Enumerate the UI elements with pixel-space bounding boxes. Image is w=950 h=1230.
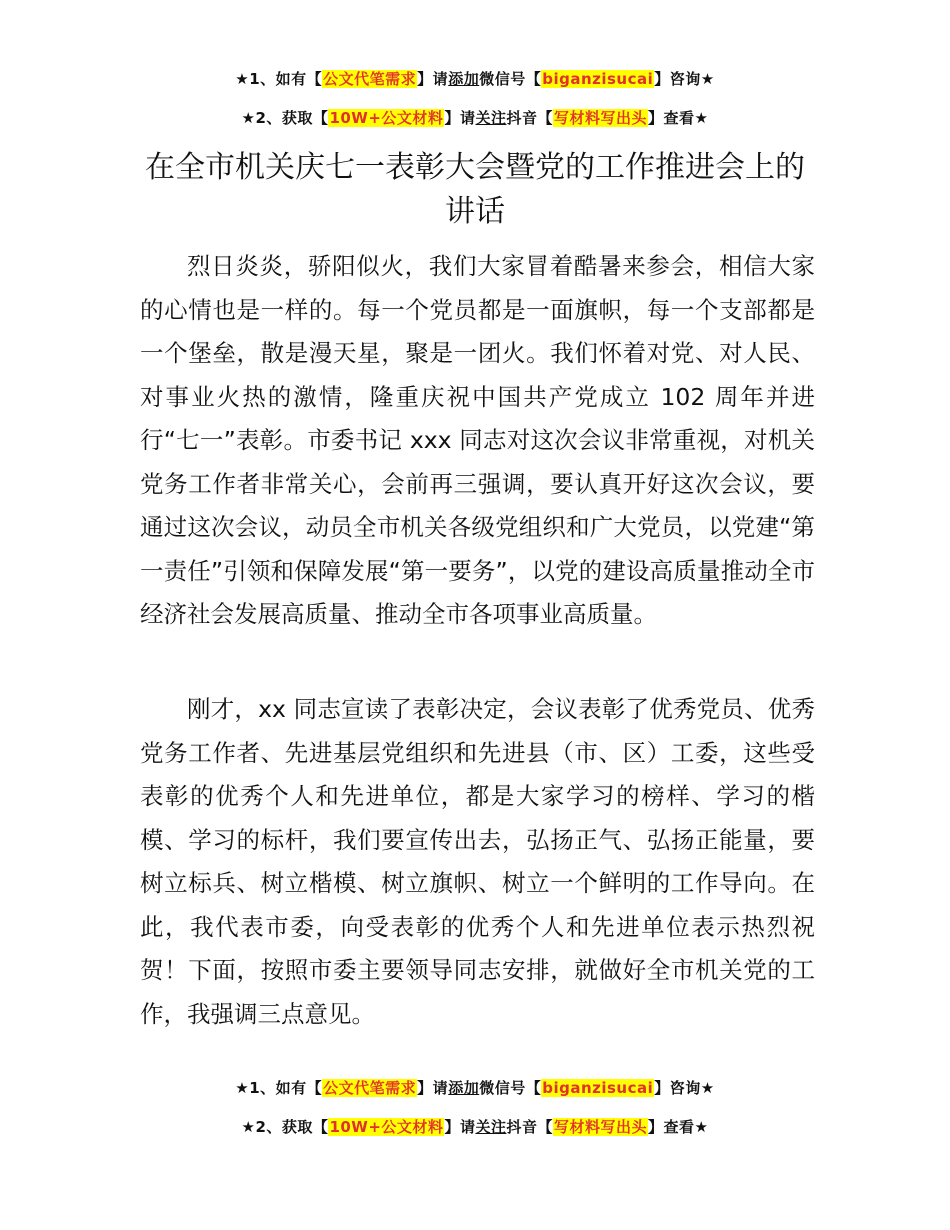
highlight-materials: 10W+公文材料 bbox=[329, 1118, 444, 1136]
top-banner-line-1 bbox=[0, 68, 950, 89]
banner-text: 】查看★ bbox=[648, 1118, 709, 1136]
banner-text: ★2、获取【 bbox=[241, 1118, 329, 1136]
banner-text: 】请 bbox=[417, 70, 449, 88]
banner-text: ★1、如有【 bbox=[235, 1079, 323, 1097]
banner-text: 】咨询★ bbox=[654, 70, 715, 88]
paragraph-1: 烈日炎炎，骄阳似火，我们大家冒着酷暑来参会，相信大家的心情也是一样的。每一个党员都是一面旗帜，每一个支部都是一个堡垒，散是漫天星，聚是一团火。我们怀着对党、对人民、对事业火热的激情，隆重庆祝中国共产党成立 102 周年并进行“七一”表彰。市委书记 xxx 同志对这次会议非常重视，对机关党务工作者非常关心，会前再三强调，要认真开好这次会议，要通过这次会议，动员全市机关各级党组织和广大党员，以党建“第一责任”引领和保障发展“第一要务”，以党的建设高质量推动全市经济社会发展高质量、推动全市各项事业高质量。 bbox=[140, 252, 815, 628]
banner-text: ★1、如有【 bbox=[235, 70, 323, 88]
paragraph-2: 刚才，xx 同志宣读了表彰决定，会议表彰了优秀党员、优秀党务工作者、先进基层党组织和先进县（市、区）工委，这些受表彰的优秀个人和先进单位，都是大家学习的榜样、学习的楷模、学习的标杆，我们要宣传出去，弘扬正气、弘扬正能量，要树立标兵、树立楷模、树立旗帜、树立一个鲜明的工作导向。在此，我代表市委，向受表彰的优秀个人和先进单位表示热烈祝贺！下面，按照市委主要领导同志安排，就做好全市机关党的工作，我强调三点意见。 bbox=[140, 695, 815, 1028]
banner-text: 抖音【 bbox=[506, 1118, 553, 1136]
banner-text: 抖音【 bbox=[506, 109, 553, 127]
top-banner-line-2 bbox=[0, 107, 950, 128]
highlight-douyin-account: 写材料写出头 bbox=[553, 1118, 647, 1136]
highlight-douyin-account: 写材料写出头 bbox=[553, 109, 647, 127]
highlight-wechat-id: biganzisucai bbox=[542, 1079, 654, 1097]
document-title: 在全市机关庆七一表彰大会暨党的工作推进会上的讲话 bbox=[145, 150, 805, 229]
banner-text: 】请 bbox=[417, 1079, 449, 1097]
banner-underlined-text: 关注 bbox=[475, 1118, 507, 1136]
highlight-ghostwriting-service: 公文代笔需求 bbox=[323, 1079, 417, 1097]
highlight-wechat-id: biganzisucai bbox=[542, 70, 654, 88]
banner-text: ★2、获取【 bbox=[241, 109, 329, 127]
banner-text: 】请 bbox=[444, 109, 476, 127]
banner-text: 】咨询★ bbox=[654, 1079, 715, 1097]
bottom-banner-line-1 bbox=[0, 1077, 950, 1098]
bottom-banner-line-2 bbox=[0, 1116, 950, 1137]
banner-text: 】请 bbox=[444, 1118, 476, 1136]
banner-text: 】查看★ bbox=[648, 109, 709, 127]
highlight-ghostwriting-service: 公文代笔需求 bbox=[323, 70, 417, 88]
banner-text: 微信号【 bbox=[479, 1079, 542, 1097]
highlight-materials: 10W+公文材料 bbox=[329, 109, 444, 127]
banner-underlined-text: 添加 bbox=[448, 70, 480, 88]
banner-underlined-text: 关注 bbox=[475, 109, 507, 127]
banner-text: 微信号【 bbox=[479, 70, 542, 88]
banner-underlined-text: 添加 bbox=[448, 1079, 480, 1097]
